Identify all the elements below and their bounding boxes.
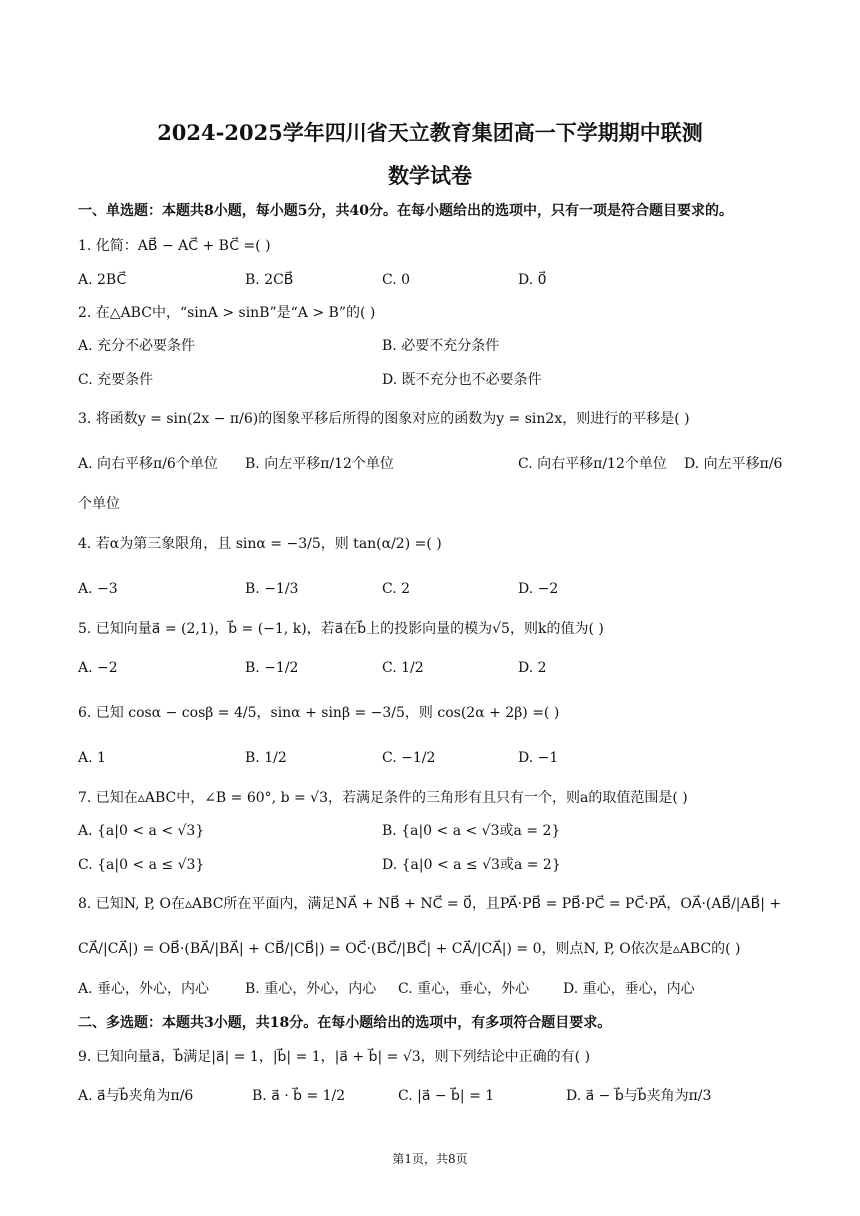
q7-stem: 7. 已知在▵ABC中，∠B = 60°, b = √3，若满足条件的三角形有且只有一个，则a的取值范围是( ) xyxy=(78,790,688,806)
q6-option-b: B. 1/2 xyxy=(245,750,287,766)
q5-option-d: D. 2 xyxy=(518,660,547,676)
q4-option-a: A. −3 xyxy=(78,581,118,597)
q4-stem: 4. 若α为第三象限角，且 sinα = −3/5，则 tan(α/2) =( ) xyxy=(78,536,442,552)
q2-option-a: A. 充分不必要条件 xyxy=(78,338,196,354)
q9-option-d: D. a⃗ − b⃗与b⃗夹角为π/3 xyxy=(566,1088,712,1104)
q6-option-a: A. 1 xyxy=(78,750,106,766)
q8-stem-line2: CA⃗/|CA⃗|) = OB⃗·(BA⃗/|BA⃗| + CB⃗/|CB⃗|) = OC⃗·(BC⃗/|BC⃗| + CA⃗/|CA⃗|) = 0，则点N, P, O依次是▵ABC的( ) xyxy=(78,941,741,957)
q7-option-a: A. {a|0 < a < √3} xyxy=(78,823,205,839)
q8-stem-line1: 8. 已知N, P, O在▵ABC所在平面内，满足NA⃗ + NB⃗ + NC⃗ = 0⃗，且PA⃗·PB⃗ = PB⃗·PC⃗ = PC⃗·PA⃗，OA⃗·(AB⃗/|AB⃗| + xyxy=(78,896,782,912)
q5-option-a: A. −2 xyxy=(78,660,118,676)
q5-stem: 5. 已知向量a⃗ = (2,1)，b⃗ = (−1, k)，若a⃗在b⃗上的投影向量的模为√5，则k的值为( ) xyxy=(78,621,604,637)
q3-option-d: D. 向左平移π/6 xyxy=(684,456,783,472)
q3-stem: 3. 将函数y = sin(2x − π/6)的图象平移后所得的图象对应的函数为y = sin2x，则进行的平移是( ) xyxy=(78,411,690,427)
q9-option-a: A. a⃗与b⃗夹角为π/6 xyxy=(78,1088,194,1104)
q4-option-c: C. 2 xyxy=(382,581,411,597)
q2-option-b: B. 必要不充分条件 xyxy=(382,338,500,354)
q7-option-b: B. {a|0 < a < √3或a = 2} xyxy=(382,823,561,839)
page-footer: 第1页，共8页 xyxy=(392,1152,468,1166)
page-title: 2024-2025学年四川省天立教育集团高一下学期期中联测 xyxy=(157,120,703,145)
q9-option-c: C. |a⃗ − b⃗| = 1 xyxy=(398,1088,495,1104)
q7-option-d: D. {a|0 < a ≤ √3或a = 2} xyxy=(382,857,561,873)
q2-stem: 2. 在△ABC中，“sinA > sinB”是“A > B”的( ) xyxy=(78,305,376,321)
q5-option-b: B. −1/2 xyxy=(245,660,299,676)
q6-option-d: D. −1 xyxy=(518,750,559,766)
q3-option-a: A. 向右平移π/6个单位 xyxy=(78,456,218,472)
q3-option-d-continued: 个单位 xyxy=(78,496,120,512)
q1-option-d: D. 0⃗ xyxy=(518,272,547,288)
q7-option-c: C. {a|0 < a ≤ √3} xyxy=(78,857,205,873)
q1-stem: 1. 化简：AB⃗ − AC⃗ + BC⃗ =( ) xyxy=(78,238,271,254)
q1-option-c: C. 0 xyxy=(382,272,411,288)
q8-option-c: C. 重心，垂心，外心 xyxy=(398,981,530,997)
q4-option-d: D. −2 xyxy=(518,581,559,597)
page-subtitle: 数学试卷 xyxy=(388,163,472,188)
q8-option-a: A. 垂心，外心，内心 xyxy=(78,981,210,997)
q9-stem: 9. 已知向量a⃗，b⃗满足|a⃗| = 1，|b⃗| = 1，|a⃗ + b⃗| = √3，则下列结论中正确的有( ) xyxy=(78,1049,591,1065)
q3-option-c: C. 向右平移π/12个单位 xyxy=(518,456,667,472)
q8-option-d: D. 重心，垂心，内心 xyxy=(563,981,695,997)
q6-option-c: C. −1/2 xyxy=(382,750,436,766)
q2-option-c: C. 充要条件 xyxy=(78,372,154,388)
q8-option-b: B. 重心，外心，内心 xyxy=(245,981,377,997)
q3-option-b: B. 向左平移π/12个单位 xyxy=(245,456,394,472)
q4-option-b: B. −1/3 xyxy=(245,581,299,597)
q1-option-a: A. 2BC⃗ xyxy=(78,272,127,288)
q6-stem: 6. 已知 cosα − cosβ = 4/5，sinα + sinβ = −3/5，则 cos(2α + 2β) =( ) xyxy=(78,705,560,721)
q1-option-b: B. 2CB⃗ xyxy=(245,272,294,288)
section-multi-choice: 二、多选题：本题共3小题，共18分。在每小题给出的选项中，有多项符合题目要求。 xyxy=(78,1015,612,1031)
section-single-choice: 一、单选题：本题共8小题，每小题5分，共40分。在每小题给出的选项中，只有一项是符合题目要求的。 xyxy=(78,203,733,219)
q2-option-d: D. 既不充分也不必要条件 xyxy=(382,372,542,388)
q5-option-c: C. 1/2 xyxy=(382,660,424,676)
q9-option-b: B. a⃗ · b⃗ = 1/2 xyxy=(252,1088,346,1104)
